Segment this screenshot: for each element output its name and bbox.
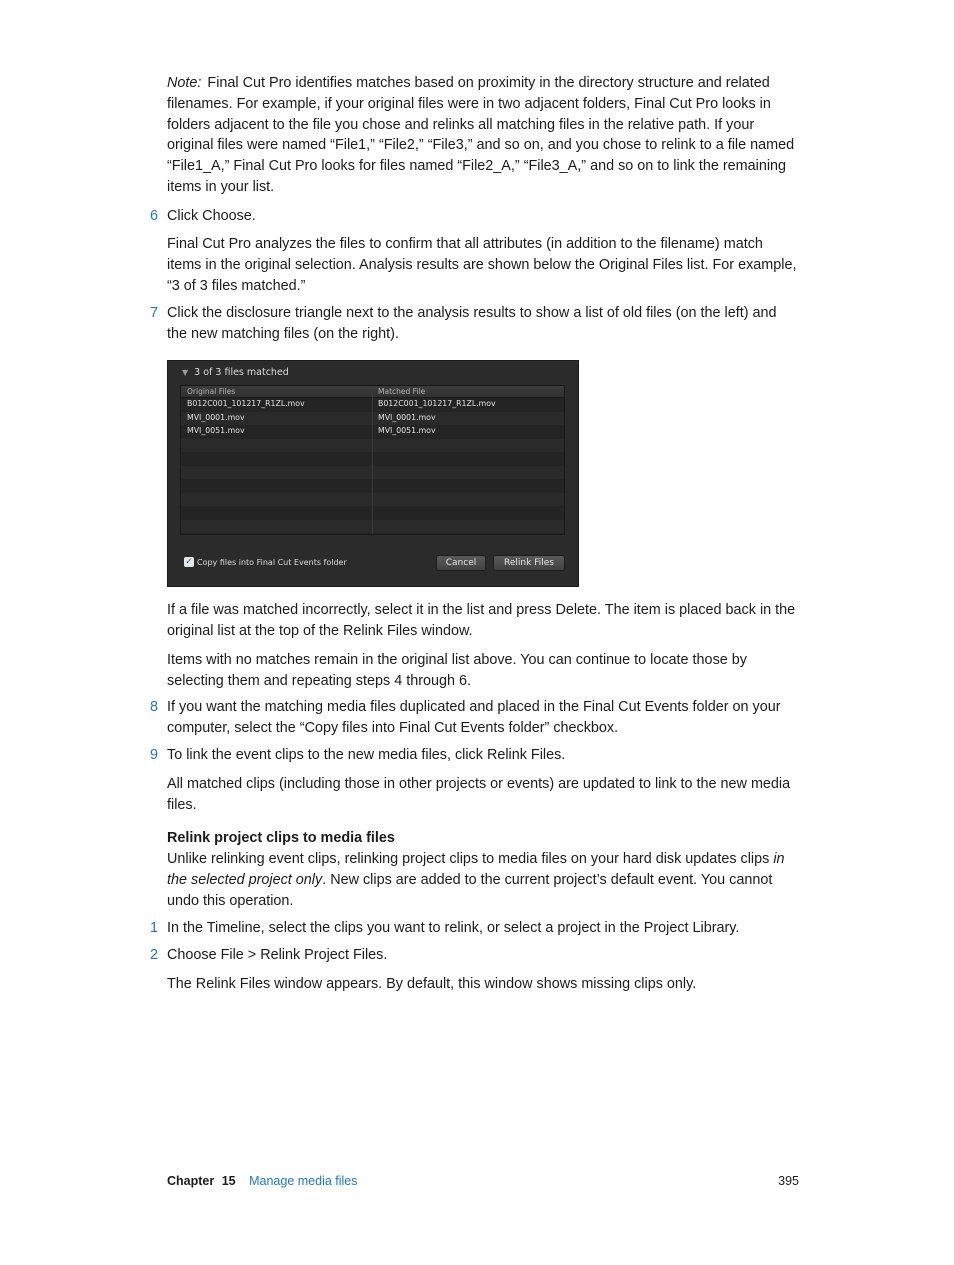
relink-files-button[interactable]: Relink Files xyxy=(493,555,565,571)
step-number-9: 9 xyxy=(150,747,159,763)
note-text: Final Cut Pro identifies matches based on proximity in the directory structure and related filenames. For example, if your original files were in two adjacent folders, Final Cut Pro looks in folders adjacent to the file you chose and relinks all matching files in the relative path. If your original files were named “File1,” “File2,” “File3,” and so on, and you chose to relink to a file named “File1_A,” Final Cut Pro looks for files named “File2_A,” “File3_A,” and so on to link the remaining items in your list. xyxy=(167,75,795,195)
column-header-matched[interactable]: Matched File xyxy=(378,387,426,396)
disclosure-triangle-icon[interactable]: ▼ xyxy=(182,368,189,377)
relink-results-dialog xyxy=(167,360,579,587)
original-file-cell: B012C001_101217_R1ZL.mov xyxy=(187,399,305,408)
copy-files-checkbox-label[interactable]: Copy files into Final Cut Events folder xyxy=(197,558,347,567)
step-text-8: If you want the matching media files duplicated and placed in the Final Cut Events folder on your computer, select the “Copy files into Final Cut Events folder” checkbox. xyxy=(167,699,781,736)
relink-window-paragraph: The Relink Files window appears. By default, this window shows missing clips only. xyxy=(167,976,697,992)
footer-chapter-number: 15 xyxy=(221,1174,236,1188)
footer-chapter xyxy=(167,1172,358,1190)
step-text-7: Click the disclosure triangle next to the analysis results to show a list of old files (on the left) and the new matching files (on the right). xyxy=(167,305,777,342)
matched-file-cell: MVI_0001.mov xyxy=(378,412,436,422)
column-header-original[interactable]: Original Files xyxy=(187,387,236,396)
matched-file-cell: MVI_0051.mov xyxy=(378,426,436,435)
step-text-6: Click Choose. xyxy=(167,208,256,224)
page-number: 395 xyxy=(778,1174,799,1188)
step-number-6: 6 xyxy=(150,208,159,224)
note-lead: Note: xyxy=(167,75,202,91)
step-text-2: Choose File > Relink Project Files. xyxy=(167,947,388,963)
no-match-paragraph: Items with no matches remain in the original list above. You can continue to locate those by selecting them and repeating steps 4 through 6. xyxy=(167,652,747,689)
section-intro-paragraph xyxy=(167,849,799,911)
original-file-cell: MVI_0051.mov xyxy=(187,426,245,435)
analyze-paragraph: Final Cut Pro analyzes the files to confirm that all attributes (in addition to the filename) match items in the original selection. Analysis results are shown below the Original Files list. For example, “3 of 3 files matched.” xyxy=(167,236,797,294)
step-number-8: 8 xyxy=(150,699,159,715)
note-paragraph xyxy=(167,73,799,198)
step-number-7: 7 xyxy=(150,305,159,321)
original-file-cell: MVI_0001.mov xyxy=(187,412,245,422)
section-heading: Relink project clips to media files xyxy=(167,830,395,846)
step-text-1: In the Timeline, select the clips you want to relink, or select a project in the Project Library. xyxy=(167,920,740,936)
footer-chapter-label: Chapter xyxy=(167,1174,215,1188)
copy-files-checkbox[interactable]: ✓ xyxy=(185,557,193,567)
intro-text-emphasis: in the selected project only xyxy=(167,851,785,888)
incorrect-match-paragraph: If a file was matched incorrectly, select it in the list and press Delete. The item is placed back in the original list at the top of the Relink Files window. xyxy=(167,602,796,639)
cancel-button[interactable]: Cancel xyxy=(436,555,486,571)
analysis-results-label: 3 of 3 files matched xyxy=(194,367,289,378)
column-divider xyxy=(372,386,373,534)
all-matched-paragraph: All matched clips (including those in other projects or events) are updated to link to the new media files. xyxy=(167,776,791,813)
matched-file-cell: B012C001_101217_R1ZL.mov xyxy=(378,399,496,408)
intro-text-end: . New clips are added to the current project’s default event. You cannot undo this operation. xyxy=(167,871,773,909)
step-number-2: 2 xyxy=(150,947,159,963)
analysis-results-disclosure[interactable] xyxy=(182,367,289,378)
intro-text-start: Unlike relinking event clips, relinking project clips to media files on your hard disk updates clips xyxy=(167,851,774,867)
step-number-1: 1 xyxy=(150,920,159,936)
footer-chapter-link[interactable]: Manage media files xyxy=(249,1174,358,1188)
step-text-9: To link the event clips to the new media files, click Relink Files. xyxy=(167,747,566,763)
matched-files-table xyxy=(180,385,565,535)
